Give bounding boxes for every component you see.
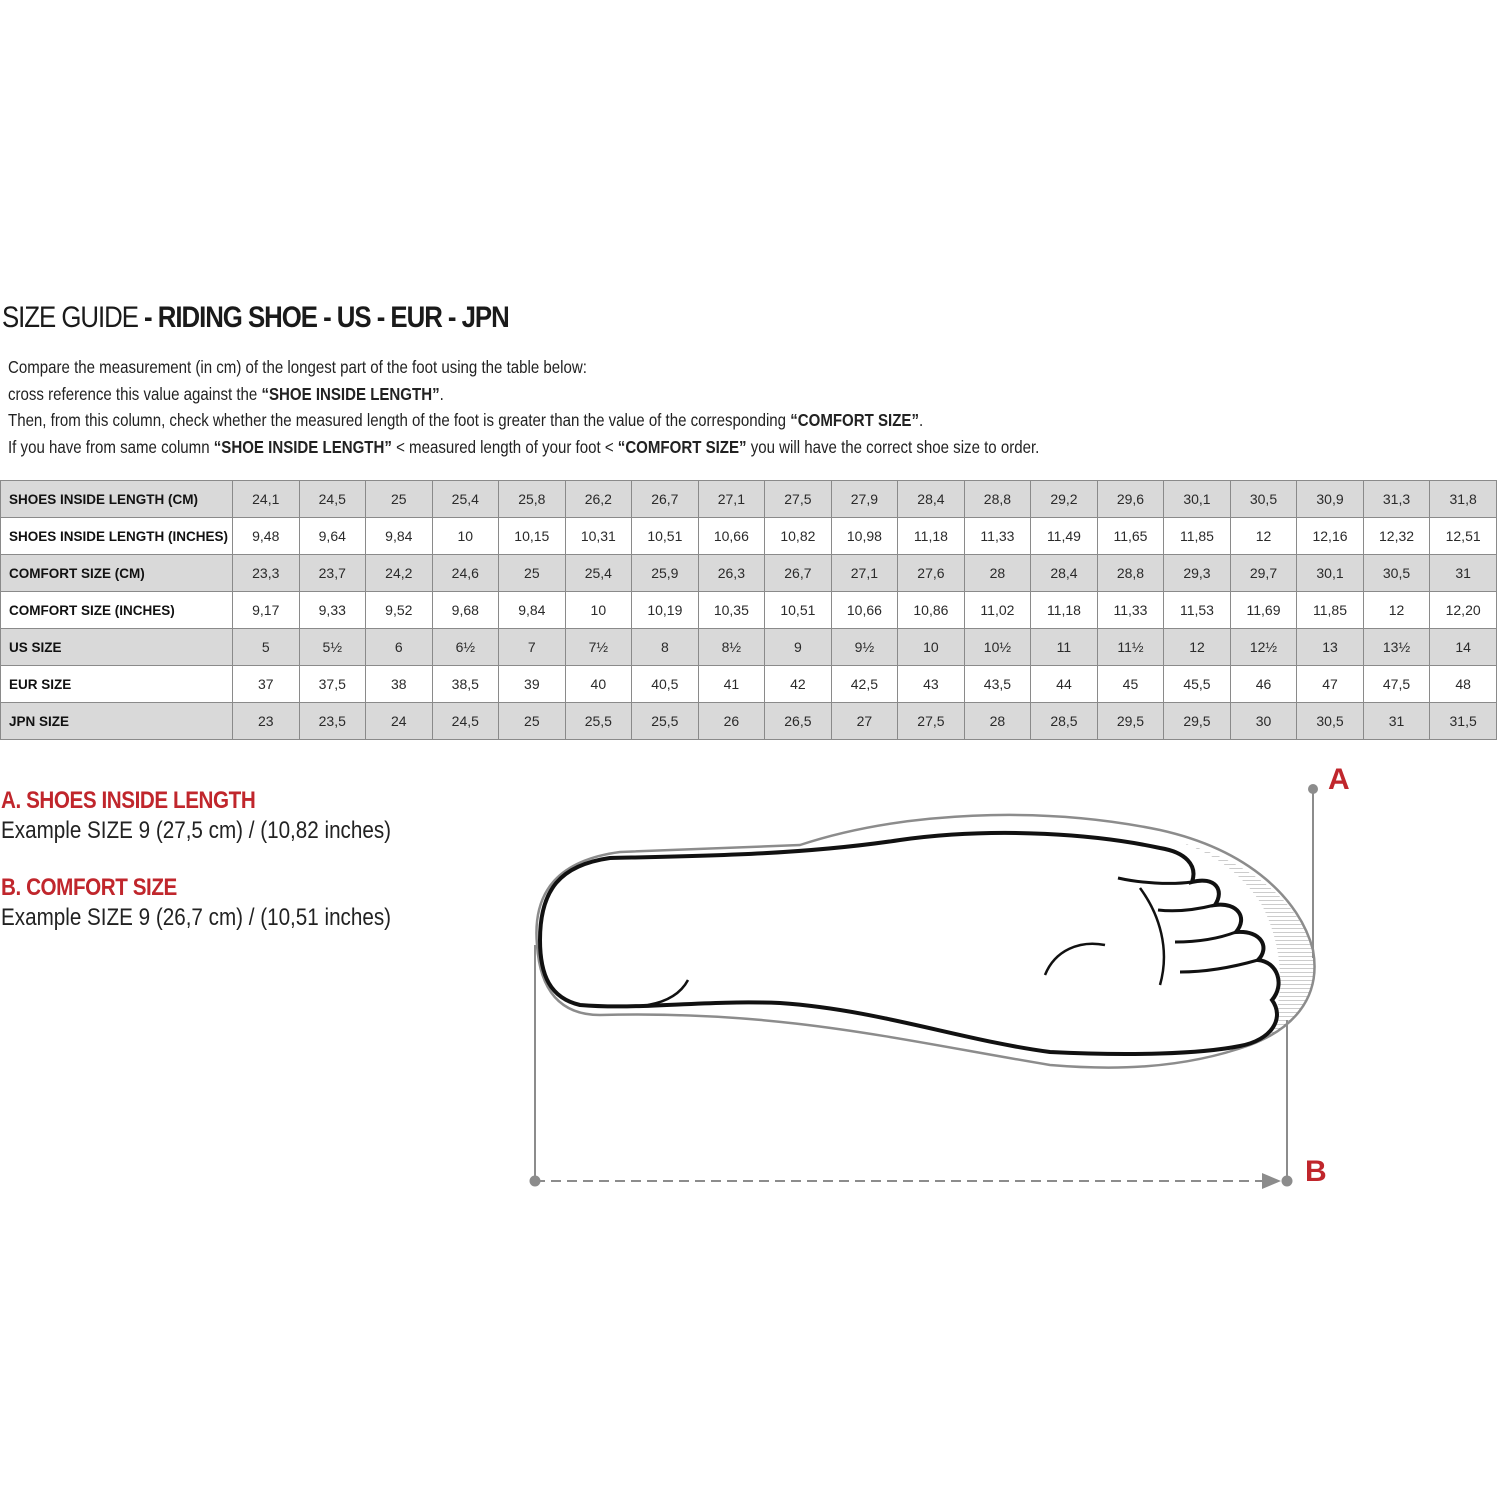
table-cell: 11 <box>1031 629 1098 666</box>
table-cell: 14 <box>1430 629 1497 666</box>
table-cell: 30,9 <box>1297 481 1364 518</box>
table-cell: 30,1 <box>1297 555 1364 592</box>
table-cell: 12,51 <box>1430 518 1497 555</box>
table-cell: 9 <box>765 629 832 666</box>
instruction-text: < measured length of your foot < <box>391 436 618 457</box>
table-cell: 43,5 <box>964 666 1031 703</box>
table-cell: 25,8 <box>499 481 566 518</box>
table-cell: 37,5 <box>299 666 366 703</box>
table-cell: 29,7 <box>1230 555 1297 592</box>
table-cell: 11,85 <box>1164 518 1231 555</box>
table-cell: 10,82 <box>765 518 832 555</box>
table-cell: 6½ <box>432 629 499 666</box>
row-header: SHOES INSIDE LENGTH (INCHES) <box>1 518 233 555</box>
table-cell: 5 <box>233 629 300 666</box>
table-cell: 9,64 <box>299 518 366 555</box>
table-cell: 6 <box>366 629 433 666</box>
row-header: SHOES INSIDE LENGTH (CM) <box>1 481 233 518</box>
legend-a-example: Example SIZE 9 (27,5 cm) / (10,82 inches) <box>1 817 392 844</box>
table-cell: 25,4 <box>432 481 499 518</box>
table-cell: 10 <box>432 518 499 555</box>
table-cell: 11,65 <box>1097 518 1164 555</box>
table-cell: 11,02 <box>964 592 1031 629</box>
table-cell: 25 <box>499 555 566 592</box>
table-cell: 27,1 <box>698 481 765 518</box>
table-cell: 9,33 <box>299 592 366 629</box>
table-cell: 47 <box>1297 666 1364 703</box>
table-cell: 12 <box>1164 629 1231 666</box>
table-cell: 29,5 <box>1164 703 1231 740</box>
table-cell: 12 <box>1363 592 1430 629</box>
label-b: B <box>1305 1155 1327 1188</box>
table-cell: 12,16 <box>1297 518 1364 555</box>
table-cell: 27,5 <box>898 703 965 740</box>
table-cell: 11,18 <box>1031 592 1098 629</box>
table-cell: 24,5 <box>432 703 499 740</box>
table-cell: 25 <box>499 703 566 740</box>
table-cell: 11,33 <box>1097 592 1164 629</box>
table-cell: 28,4 <box>1031 555 1098 592</box>
table-cell: 29,6 <box>1097 481 1164 518</box>
table-cell: 10½ <box>964 629 1031 666</box>
row-header: JPN SIZE <box>1 703 233 740</box>
instruction-emphasis: “COMFORT SIZE” <box>790 410 919 430</box>
table-cell: 43 <box>898 666 965 703</box>
table-cell: 45,5 <box>1164 666 1231 703</box>
table-cell: 23,7 <box>299 555 366 592</box>
table-cell: 23,5 <box>299 703 366 740</box>
table-cell: 31,8 <box>1430 481 1497 518</box>
table-cell: 12 <box>1230 518 1297 555</box>
table-cell: 10,66 <box>831 592 898 629</box>
table-cell: 27,6 <box>898 555 965 592</box>
table-cell: 30,5 <box>1363 555 1430 592</box>
table-cell: 29,5 <box>1097 703 1164 740</box>
table-cell: 11,49 <box>1031 518 1098 555</box>
instruction-text: cross reference this value against the <box>8 383 262 404</box>
table-cell: 38 <box>366 666 433 703</box>
instruction-text: Compare the measurement (in cm) of the longest part of the foot using the table below: <box>8 357 587 377</box>
table-cell: 25,5 <box>565 703 632 740</box>
table-cell: 11,85 <box>1297 592 1364 629</box>
table-cell: 28 <box>964 703 1031 740</box>
table-cell: 29,2 <box>1031 481 1098 518</box>
instruction-emphasis: “SHOE INSIDE LENGTH” <box>261 383 440 404</box>
table-cell: 28,5 <box>1031 703 1098 740</box>
table-cell: 31 <box>1363 703 1430 740</box>
table-cell: 28,4 <box>898 481 965 518</box>
table-cell: 27,9 <box>831 481 898 518</box>
table-cell: 25 <box>366 481 433 518</box>
instruction-text: Then, from this column, check whether the measured length of the foot is greater than the value of the corresponding <box>8 410 791 430</box>
table-cell: 29,3 <box>1164 555 1231 592</box>
title-light: SIZE GUIDE <box>2 301 138 334</box>
table-cell: 38,5 <box>432 666 499 703</box>
table-cell: 9,68 <box>432 592 499 629</box>
row-header: US SIZE <box>1 629 233 666</box>
table-cell: 8 <box>632 629 699 666</box>
table-cell: 12,32 <box>1363 518 1430 555</box>
table-cell: 26 <box>698 703 765 740</box>
arrow-head-icon <box>1262 1173 1281 1189</box>
table-cell: 31 <box>1430 555 1497 592</box>
table-cell: 27 <box>831 703 898 740</box>
table-cell: 10,86 <box>898 592 965 629</box>
table-cell: 28,8 <box>964 481 1031 518</box>
table-cell: 11½ <box>1097 629 1164 666</box>
instruction-emphasis: “SHOE INSIDE LENGTH” <box>213 436 392 457</box>
foot-outline <box>540 833 1279 1054</box>
instruction-text: . <box>918 410 924 430</box>
table-cell: 47,5 <box>1363 666 1430 703</box>
table-cell: 27,5 <box>765 481 832 518</box>
table-cell: 9,48 <box>233 518 300 555</box>
table-cell: 26,7 <box>765 555 832 592</box>
table-cell: 28 <box>964 555 1031 592</box>
table-cell: 25,5 <box>632 703 699 740</box>
table-cell: 10,98 <box>831 518 898 555</box>
title-bold: - RIDING SHOE - US - EUR - JPN <box>137 301 509 334</box>
table-cell: 7 <box>499 629 566 666</box>
table-cell: 24 <box>366 703 433 740</box>
table-cell: 23 <box>233 703 300 740</box>
table-cell: 37 <box>233 666 300 703</box>
table-cell: 10 <box>565 592 632 629</box>
row-header: COMFORT SIZE (CM) <box>1 555 233 592</box>
label-a: A <box>1328 763 1350 796</box>
table-cell: 26,7 <box>632 481 699 518</box>
table-cell: 9½ <box>831 629 898 666</box>
table-cell: 31,3 <box>1363 481 1430 518</box>
table-cell: 25,9 <box>632 555 699 592</box>
table-cell: 12,20 <box>1430 592 1497 629</box>
table-cell: 9,17 <box>233 592 300 629</box>
instruction-text: . <box>439 383 444 404</box>
table-cell: 26,3 <box>698 555 765 592</box>
table-cell: 10,66 <box>698 518 765 555</box>
row-header: EUR SIZE <box>1 666 233 703</box>
table-cell: 10,31 <box>565 518 632 555</box>
table-cell: 24,5 <box>299 481 366 518</box>
table-cell: 42 <box>765 666 832 703</box>
table-cell: 13 <box>1297 629 1364 666</box>
table-cell: 48 <box>1430 666 1497 703</box>
table-cell: 30 <box>1230 703 1297 740</box>
instruction-text: If you have from same column <box>8 436 214 457</box>
table-cell: 46 <box>1230 666 1297 703</box>
table-cell: 39 <box>499 666 566 703</box>
table-cell: 9,52 <box>366 592 433 629</box>
table-cell: 10,51 <box>765 592 832 629</box>
table-cell: 10 <box>898 629 965 666</box>
table-cell: 13½ <box>1363 629 1430 666</box>
table-cell: 5½ <box>299 629 366 666</box>
table-cell: 40 <box>565 666 632 703</box>
table-cell: 24,2 <box>366 555 433 592</box>
legend-a-heading: A. SHOES INSIDE LENGTH <box>1 787 256 814</box>
table-cell: 42,5 <box>831 666 898 703</box>
table-cell: 40,5 <box>632 666 699 703</box>
instruction-text: you will have the correct shoe size to order. <box>746 436 1040 457</box>
table-cell: 28,8 <box>1097 555 1164 592</box>
table-cell: 11,33 <box>964 518 1031 555</box>
table-cell: 45 <box>1097 666 1164 703</box>
table-cell: 10,15 <box>499 518 566 555</box>
table-cell: 27,1 <box>831 555 898 592</box>
table-cell: 30,5 <box>1230 481 1297 518</box>
legend-b-example: Example SIZE 9 (26,7 cm) / (10,51 inches) <box>1 904 392 931</box>
legend-b-heading: B. COMFORT SIZE <box>1 874 177 901</box>
table-cell: 11,18 <box>898 518 965 555</box>
table-cell: 12½ <box>1230 629 1297 666</box>
table-cell: 41 <box>698 666 765 703</box>
table-cell: 11,69 <box>1230 592 1297 629</box>
table-cell: 30,1 <box>1164 481 1231 518</box>
table-cell: 44 <box>1031 666 1098 703</box>
table-cell: 10,51 <box>632 518 699 555</box>
table-cell: 24,1 <box>233 481 300 518</box>
table-cell: 9,84 <box>499 592 566 629</box>
instruction-emphasis: “COMFORT SIZE” <box>617 436 747 457</box>
table-cell: 30,5 <box>1297 703 1364 740</box>
marker-b-dot <box>1282 1176 1293 1187</box>
table-cell: 23,3 <box>233 555 300 592</box>
table-cell: 8½ <box>698 629 765 666</box>
table-cell: 10,35 <box>698 592 765 629</box>
table-cell: 10,19 <box>632 592 699 629</box>
table-cell: 26,5 <box>765 703 832 740</box>
table-cell: 31,5 <box>1430 703 1497 740</box>
table-cell: 26,2 <box>565 481 632 518</box>
table-cell: 9,84 <box>366 518 433 555</box>
row-header: COMFORT SIZE (INCHES) <box>1 592 233 629</box>
table-cell: 11,53 <box>1164 592 1231 629</box>
table-cell: 25,4 <box>565 555 632 592</box>
table-cell: 7½ <box>565 629 632 666</box>
table-cell: 24,6 <box>432 555 499 592</box>
